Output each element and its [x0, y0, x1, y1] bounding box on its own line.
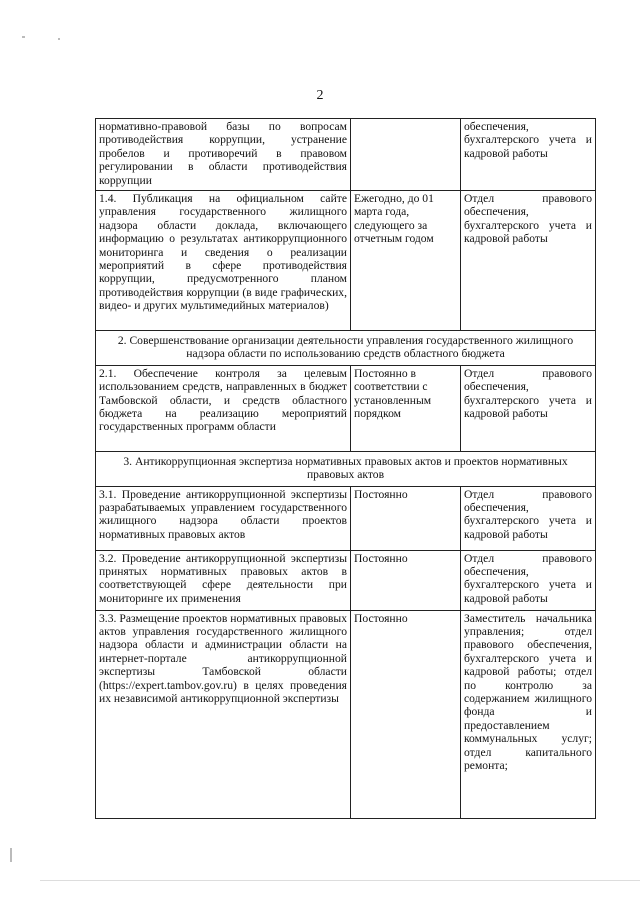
section-row	[96, 331, 596, 366]
scan-artifact-mark	[10, 848, 12, 862]
responsible-cell: Отдел правового обеспечения, бухгалтерского учета и кадровой работы	[461, 550, 596, 610]
scan-artifact-mark	[22, 36, 25, 38]
measure-cell: 3.1. Проведение антикоррупционной экспертизы разрабатываемых управлением государственного жилищного надзора области проектов нормативных правовых актов	[96, 486, 351, 550]
scan-artifact-mark	[40, 880, 640, 881]
measure-cell: 3.2. Проведение антикоррупционной экспертизы принятых нормативных правовых актов в соответствующей сфере деятельности при мониторинге их применения	[96, 550, 351, 610]
responsible-cell: Заместитель начальника управления; отдел правового обеспечения, бухгалтерского учета и кадровой работы; отдел по контролю за содержанием жилищного фонда и предоставлением коммунальных услуг; отдел капитального ремонта;	[461, 610, 596, 818]
section-heading: 2. Совершенствование организации деятельности управления государственного жилищного надзора области по использованию средств областного бюджета	[96, 331, 596, 366]
page-number: 2	[316, 88, 324, 103]
plan-table	[95, 118, 596, 819]
term-cell: Постоянно	[351, 550, 461, 610]
table-row	[96, 365, 596, 451]
measure-cell: 1.4. Публикация на официальном сайте управления государственного жилищного надзора области доклада, включающего информацию о результатах антикоррупционного мониторинга и сведения о реализации мероприятий в сфере противодействия коррупции, предусмотренного планом противодействия коррупции (в виде графических, видео- и других мультимедийных материалов)	[96, 191, 351, 331]
table-row	[96, 610, 596, 818]
term-cell: Ежегодно, до 01 марта года, следующего за отчетным годом	[351, 191, 461, 331]
term-cell	[351, 119, 461, 191]
scan-artifact-mark	[58, 38, 60, 40]
table-row	[96, 191, 596, 331]
measure-cell: 2.1. Обеспечение контроля за целевым использованием средств, направленных в бюджет Тамбовской области, и средств областного бюджета на реализацию мероприятий государственных программ области	[96, 365, 351, 451]
table-row	[96, 550, 596, 610]
term-cell: Постоянно	[351, 610, 461, 818]
term-cell: Постоянно	[351, 486, 461, 550]
section-row	[96, 451, 596, 486]
responsible-cell: Отдел правового обеспечения, бухгалтерского учета и кадровой работы	[461, 191, 596, 331]
responsible-cell: обеспечения, бухгалтерского учета и кадровой работы	[461, 119, 596, 191]
measure-cell: нормативно-правовой базы по вопросам противодействия коррупции, устранение пробелов и противоречий в правовом регулировании в области противодействия коррупции	[96, 119, 351, 191]
responsible-cell: Отдел правового обеспечения, бухгалтерского учета и кадровой работы	[461, 365, 596, 451]
term-cell: Постоянно в соответствии с установленным порядком	[351, 365, 461, 451]
responsible-cell: Отдел правового обеспечения, бухгалтерского учета и кадровой работы	[461, 486, 596, 550]
table-row	[96, 486, 596, 550]
section-heading: 3. Антикоррупционная экспертиза нормативных правовых актов и проектов нормативных правовых актов	[96, 451, 596, 486]
measure-cell: 3.3. Размещение проектов нормативных правовых актов управления государственного жилищного надзора области и администрации области на интернет-портале антикоррупционной экспертизы Тамбовской области (https://expert.tambov.gov.ru) в целях проведения их независимой антикоррупционной экспертизы	[96, 610, 351, 818]
table-row	[96, 119, 596, 191]
